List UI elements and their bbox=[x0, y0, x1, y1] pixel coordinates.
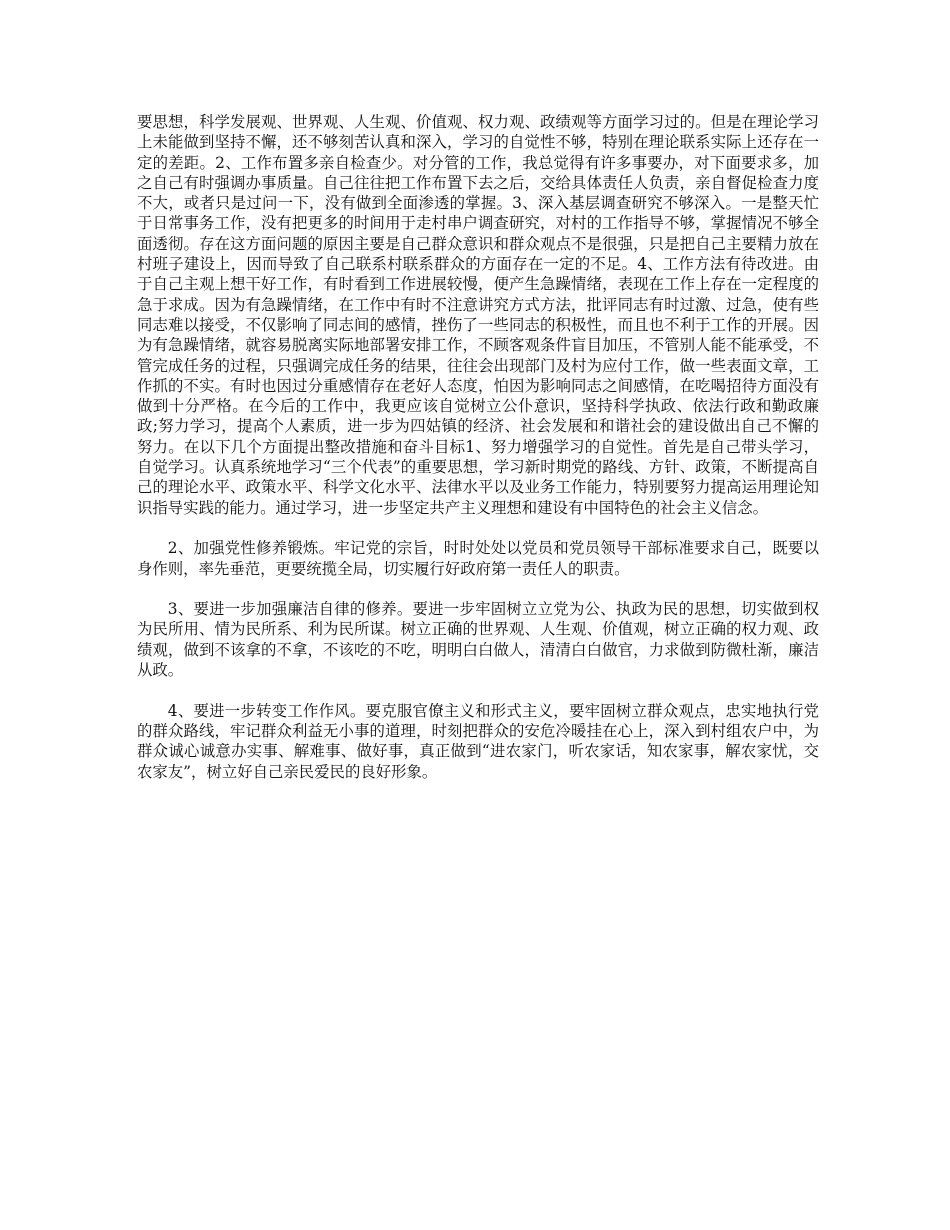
document-page bbox=[137, 112, 819, 782]
paragraph-2: 2、加强党性修养锻炼。牢记党的宗旨，时时处处以党员和党员领导干部标准要求自己，既要以身作则，率先垂范，更要统揽全局，切实履行好政府第一责任人的职责。 bbox=[137, 539, 819, 578]
paragraph-1: 要思想，科学发展观、世界观、人生观、价值观、权力观、政绩观等方面学习过的。但是在理论学习上未能做到坚持不懈，还不够刻苦认真和深入，学习的自觉性不够，特别在理论联系实际上还存在一定的差距。2、工作布置多亲自检查少。对分管的工作，我总觉得有许多事要办，对下面要求多，加之自己有时强调办事质量。自己往往把工作布置下去之后，交给具体责任人负责，亲自督促检查力度不大，或者只是过问一下，没有做到全面渗透的掌握。3、深入基层调查研究不够深入。一是整天忙于日常事务工作，没有把更多的时间用于走村串户调查研究，对村的工作指导不够，掌握情况不够全面透彻。存在这方面问题的原因主要是自己群众意识和群众观点不是很强，只是把自己主要精力放在村班子建设上，因而导致了自己联系村联系群众的方面存在一定的不足。4、工作方法有待改进。由于自己主观上想干好工作，有时看到工作进展较慢，便产生急躁情绪，表现在工作上存在一定程度的急于求成。因为有急躁情绪，在工作中有时不注意讲究方式方法，批评同志有时过激、过急，使有些同志难以接受，不仅影响了同志间的感情，挫伤了一些同志的积极性，而且也不利于工作的开展。因为有急躁情绪，就容易脱离实际地部署安排工作，不顾客观条件盲目加压，不管别人能不能承受，不管完成任务的过程，只强调完成任务的结果，往往会出现部门及村为应付工作，做一些表面文章，工作抓的不实。有时也因过分重感情存在老好人态度，怕因为影响同志之间感情，在吃喝招待方面没有做到十分严格。在今后的工作中，我更应该自觉树立公仆意识，坚持科学执政、依法行政和勤政廉政;努力学习，提高个人素质，进一步为四姑镇的经济、社会发展和和谐社会的建设做出自己不懈的努力。在以下几个方面提出整改措施和奋斗目标1、努力增强学习的自觉性。首先是自己带头学习，自觉学习。认真系统地学习“三个代表”的重要思想，学习新时期党的路线、方针、政策，不断提高自己的理论水平、政策水平、科学文化水平、法律水平以及业务工作能力，特别要努力提高运用理论知识指导实践的能力。通过学习，进一步坚定共产主义理想和建设有中国特色的社会主义信念。 bbox=[137, 113, 819, 517]
paragraph-4: 4、要进一步转变工作作风。要克服官僚主义和形式主义，要牢固树立群众观点，忠实地执行党的群众路线，牢记群众利益无小事的道理，时刻把群众的安危冷暖挂在心上，深入到村组农户中，为群众诚心诚意办实事、解难事、做好事，真正做到“进农家门，听农家话，知农家事，解农家忧，交农家友”，树立好自己亲民爱民的良好形象。 bbox=[137, 701, 819, 781]
paragraph-3: 3、要进一步加强廉洁自律的修养。要进一步牢固树立立党为公、执政为民的思想，切实做到权为民所用、情为民所系、利为民所谋。树立正确的世界观、人生观、价值观，树立正确的权力观、政绩观，做到不该拿的不拿，不该吃的不吃，明明白白做人，清清白白做官，力求做到防微杜渐，廉洁从政。 bbox=[137, 600, 819, 680]
